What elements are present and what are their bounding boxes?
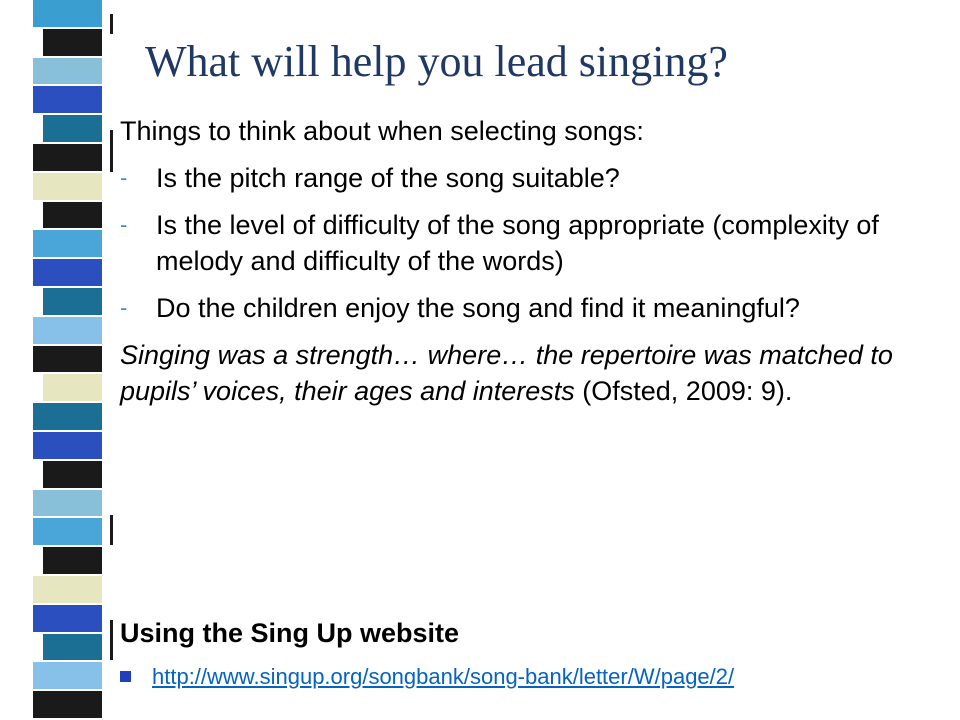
link-row — [120, 664, 734, 690]
decorative-color-strip — [33, 0, 102, 720]
strip-block — [43, 374, 102, 401]
quote-italic: Singing was a strength… where… the repertoire was matched to pupils’ voices, their ages and interests — [120, 340, 893, 406]
ofsted-quote — [120, 337, 958, 409]
strip-block — [33, 691, 102, 718]
quote-citation: (Ofsted, 2009: 9). — [574, 376, 793, 406]
section-subheading: Using the Sing Up website — [120, 618, 460, 648]
strip-block — [33, 230, 102, 257]
strip-block — [33, 576, 102, 603]
strip-block — [33, 0, 102, 27]
intro-text: Things to think about when selecting songs: — [120, 116, 644, 146]
strip-block — [33, 432, 102, 459]
list-item — [120, 207, 958, 279]
bullet-list — [120, 160, 958, 326]
slide-title: What will help you lead singing? — [145, 37, 728, 86]
dash-bullet-icon: - — [120, 165, 128, 190]
square-bullet-icon — [120, 671, 131, 682]
strip-block — [43, 461, 102, 488]
strip-block — [33, 346, 102, 373]
strip-block — [33, 173, 102, 200]
strip-block — [33, 662, 102, 689]
strip-block — [43, 634, 102, 661]
bullet-text: Do the children enjoy the song and find it meaningful? — [156, 293, 800, 323]
strip-block — [33, 58, 102, 85]
strip-block — [33, 403, 102, 430]
strip-block — [43, 115, 102, 142]
strip-block — [43, 202, 102, 229]
strip-block — [43, 29, 102, 56]
strip-block — [33, 86, 102, 113]
edge-tick — [110, 620, 113, 660]
strip-block — [33, 144, 102, 171]
strip-block — [33, 518, 102, 545]
bullet-text: Is the level of difficulty of the song appropriate (complexity of melody and difficulty of the words) — [156, 210, 879, 276]
dash-bullet-icon: - — [120, 212, 128, 237]
strip-block — [33, 605, 102, 632]
singup-link[interactable]: http://www.singup.org/songbank/song-bank/letter/W/page/2/ — [152, 664, 735, 689]
edge-tick — [110, 515, 113, 545]
edge-tick — [110, 130, 113, 172]
strip-block — [33, 259, 102, 286]
edge-tick — [110, 14, 113, 34]
list-item — [120, 290, 958, 326]
strip-block — [33, 317, 102, 344]
strip-block — [43, 288, 102, 315]
slide-body — [120, 113, 958, 409]
dash-bullet-icon: - — [120, 295, 128, 320]
strip-block — [33, 490, 102, 517]
bullet-text: Is the pitch range of the song suitable? — [156, 163, 620, 193]
list-item — [120, 160, 958, 196]
strip-block — [43, 547, 102, 574]
